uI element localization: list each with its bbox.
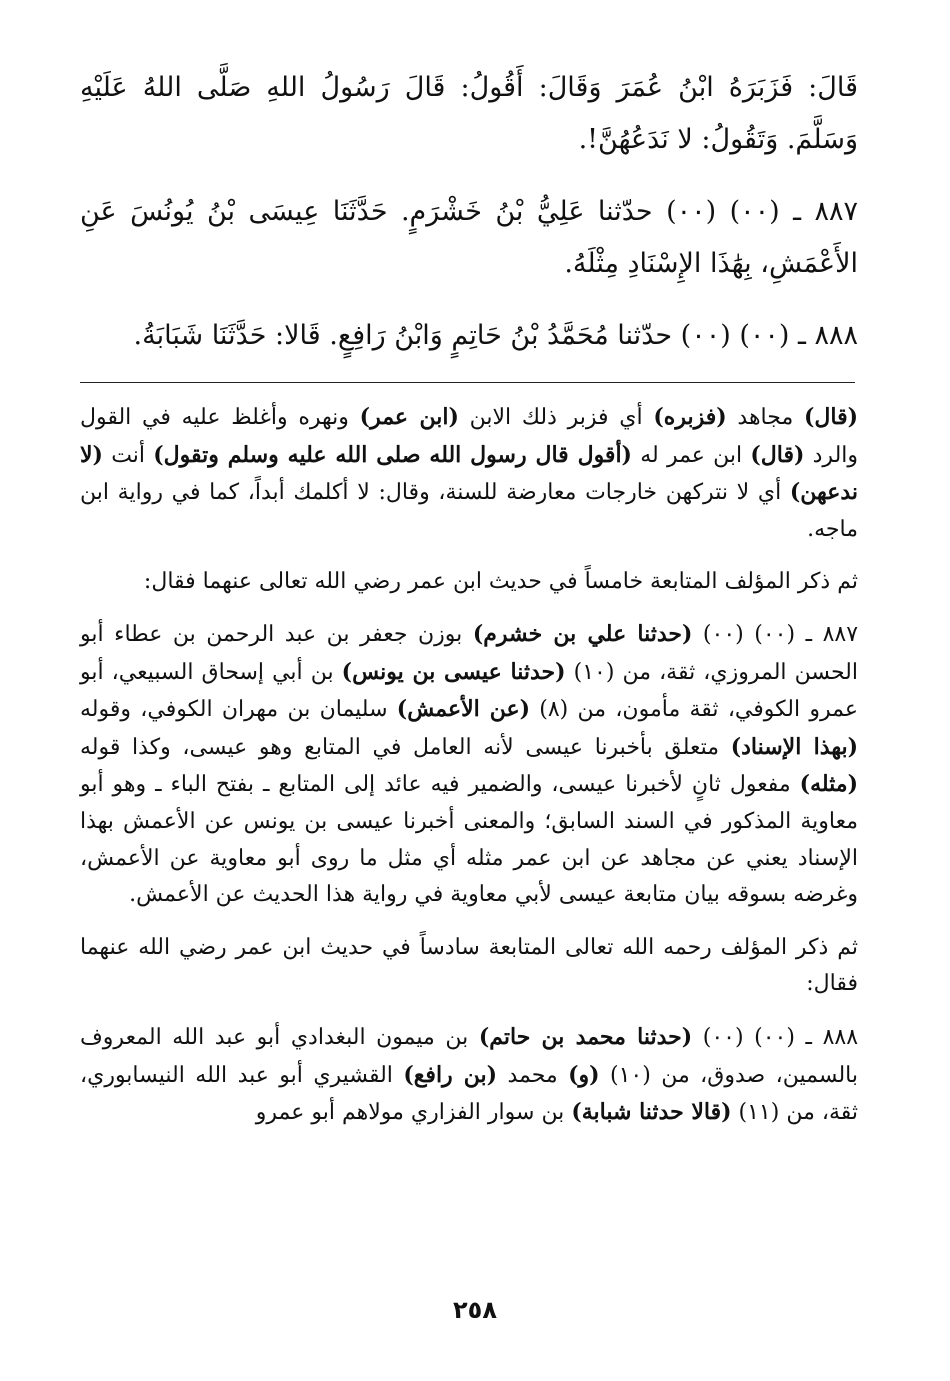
- commentary: [80, 399, 858, 1132]
- commentary-text: أنت: [102, 442, 154, 468]
- hadith-number: ٨٨٧ ـ (٠٠) (٠٠): [692, 621, 859, 647]
- page-number: ٢٥٨: [453, 1296, 497, 1324]
- commentary-paragraph-887: [80, 616, 858, 914]
- commentary-text: سليمان بن مهران الكوفي، وقوله: [80, 697, 397, 723]
- hadith-text: [80, 62, 858, 362]
- commentary-text: ابن عمر له: [631, 442, 751, 468]
- bold-quote: (قال): [803, 404, 859, 430]
- commentary-text: بن ميمون البغدادي أبو عبد الله المعروف بالسمين، صدوق، من (١٠): [80, 1024, 858, 1088]
- bold-quote: (قالا حدثنا شبابة): [571, 1099, 732, 1126]
- bold-quote: (و): [568, 1061, 600, 1088]
- commentary-text: بوزن جعفر بن عبد الرحمن بن عطاء أبو الحسن المروزي، ثقة، من (١٠): [80, 621, 858, 685]
- commentary-paragraph-4: ثم ذكر المؤلف رحمه الله تعالى المتابعة سادساً في حديث ابن عمر رضي الله عنهما فقال:: [80, 934, 858, 997]
- bold-quote: (بن رافع): [403, 1061, 498, 1088]
- commentary-paragraph-888: [80, 1019, 858, 1132]
- footnote-divider: [80, 382, 855, 383]
- commentary-text: ونهره وأغلظ عليه في القول والرد: [80, 405, 859, 468]
- bold-quote: (بهذا الإسناد): [730, 733, 858, 760]
- bold-quote: (ابن عمر): [359, 404, 459, 430]
- hadith-paragraph-887: ٨٨٧ ـ (٠٠) (٠٠) حدّثنا عَلِيُّ بْنُ خَشْرَمٍ. حَدَّثَنَا عِيسَى بْنُ يُونُسَ عَنِ الأَعْمَشِ، بِهَٰذَا الإِسْنَادِ مِثْلَهُ.: [80, 196, 859, 279]
- commentary-text: بن سوار الفزاري مولاهم أبو عمرو: [255, 1100, 572, 1126]
- commentary-text: مفعول ثانٍ لأخبرنا عيسى، والضمير فيه عائد إلى المتابع ـ بفتح الباء ـ وهو أبو معاوية المذكور في السند السابق؛ والمعنى أخبرنا عيسى بن يونس عن الأعمش بهذا الإسناد يعني عن مجاهد عن ابن عمر مثله أي مثل ما روى أبو معاوية عن الأعمش، وغرضه بسوقه بيان متابعة عيسى لأبي معاوية في رواية هذا الحديث عن الأعمش.: [80, 772, 858, 908]
- bold-quote: (مثله): [799, 771, 858, 798]
- commentary-paragraph-1: [80, 399, 858, 548]
- hadith-number: ٨٨٨ ـ (٠٠) (٠٠): [692, 1024, 859, 1050]
- bold-quote: (حدثنا عيسى بن يونس): [341, 658, 566, 685]
- page-body: [80, 62, 858, 1148]
- bold-quote: (حدثنا علي بن خشرم): [472, 620, 693, 647]
- hadith-paragraph-1: قَالَ: فَزَبَرَهُ ابْنُ عُمَرَ وَقَالَ: أَقُولُ: قَالَ رَسُولُ اللهِ صَلَّى اللهُ عَلَيْهِ وَسَلَّمَ. وَتَقُولُ: لا نَدَعُهُنَّ!.: [80, 72, 858, 155]
- bold-quote: (حدثنا محمد بن حاتم): [478, 1023, 693, 1050]
- commentary-text: محمد: [497, 1062, 569, 1088]
- bold-quote: (لا ندعهن): [80, 441, 858, 506]
- bold-quote: (قال): [750, 441, 805, 468]
- hadith-paragraph-888: ٨٨٨ ـ (٠٠) (٠٠) حدّثنا مُحَمَّدُ بْنُ حَاتِمٍ وَابْنُ رَافِعٍ. قَالا: حَدَّثَنَا شَبَابَةُ.: [133, 320, 858, 351]
- commentary-text: أي لا نتركهن خارجات معارضة للسنة، وقال: لا أكلمك أبداً، كما في رواية ابن ماجه.: [80, 480, 858, 542]
- commentary-text: بن أبي إسحاق السبيعي، أبو عمرو الكوفي، ثقة مأمون، من (٨): [80, 659, 858, 723]
- bold-quote: (أقول قال رسول الله صلى الله عليه وسلم وتقول): [153, 441, 632, 468]
- bold-quote: (عن الأعمش): [396, 696, 530, 723]
- commentary-text: القشيري أبو عبد الله النيسابوري، ثقة، من (١١): [80, 1062, 858, 1126]
- commentary-text: مجاهد: [726, 405, 804, 430]
- commentary-text: أي فزبر ذلك الابن: [458, 405, 654, 430]
- commentary-paragraph-2: ثم ذكر المؤلف المتابعة خامساً في حديث ابن عمر رضي الله تعالى عنهما فقال:: [143, 569, 858, 595]
- commentary-text: متعلق بأخبرنا عيسى لأنه العامل في المتابع وهو عيسى، وكذا قوله: [80, 734, 731, 760]
- bold-quote: (فزبره): [653, 404, 727, 430]
